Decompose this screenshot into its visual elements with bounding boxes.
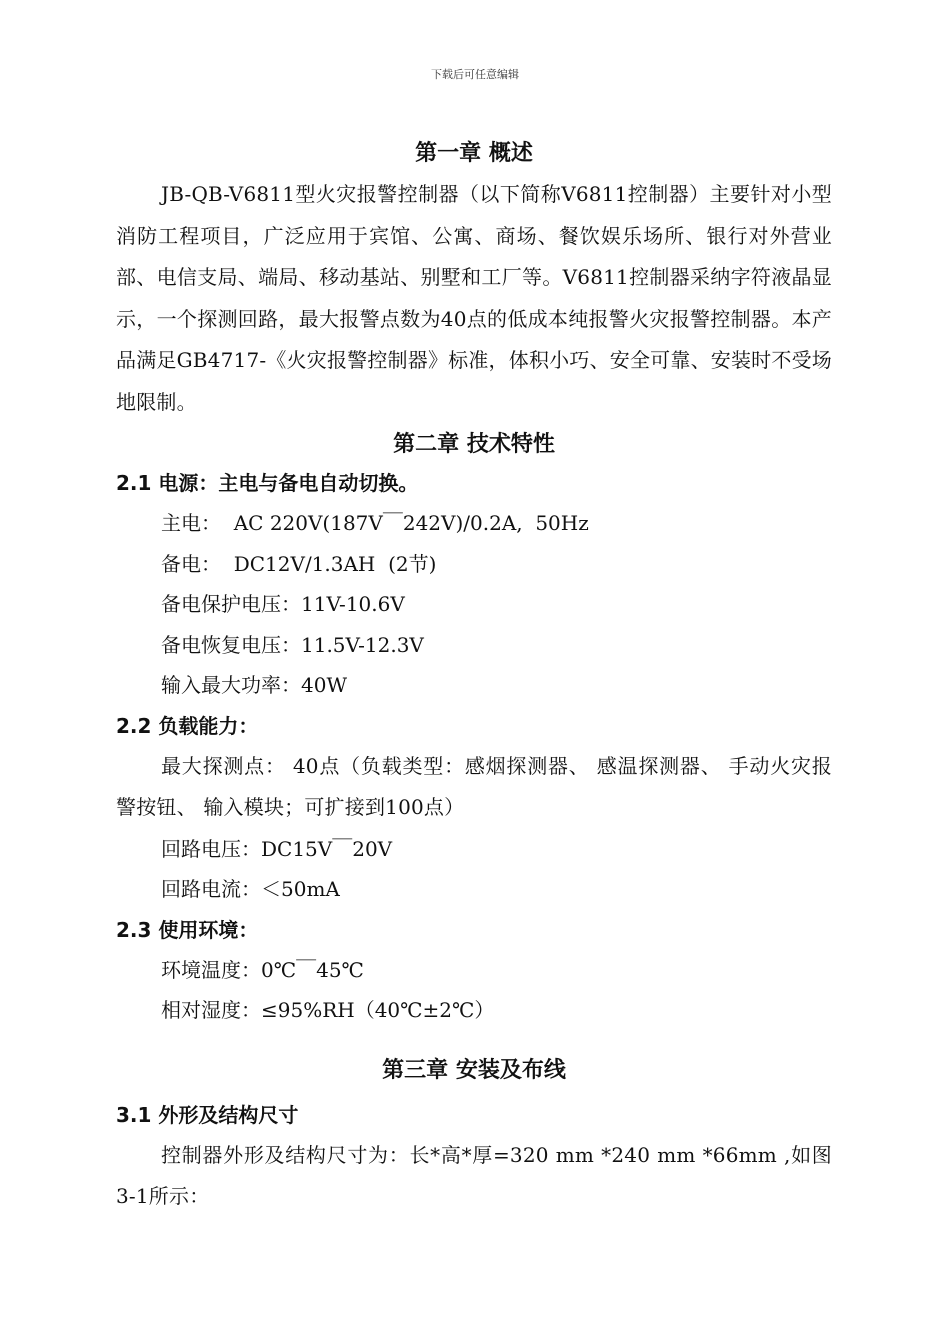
spec-line: 备电： DC12V/1.3AH (2节) [161,551,437,576]
spec-line: 回路电流：＜50mA [161,877,340,901]
document-body [116,136,832,1218]
page-header: 下载后可任意编辑 [431,68,519,81]
spec-line: 备电恢复电压：11.5V-12.3V [161,632,424,657]
section-3-1-paragraph: 控制器外形及结构尺寸为：长*高*厚=320 mm *240 mm *66mm ,如图3-1所示： [116,1142,832,1208]
section-2-3-title: 2.3 使用环境： [116,917,259,942]
chapter-1-title: 第一章 概述 [415,141,533,166]
section-3-1-title: 3.1 外形及结构尺寸 [116,1102,299,1127]
spec-line: 输入最大功率：40W [161,673,348,697]
spec-line: 备电保护电压：11V-10.6V [161,592,405,616]
chapter-1-paragraph: JB-QB-V6811型火灾报警控制器（以下简称V6811控制器）主要针对小型消防工程项目，广泛应用于宾馆、公寓、商场、餐饮娱乐场所、银行对外营业部、电信支局、端局、移动基站、别墅和工厂等。V6811控制器采纳字符液晶显示，一个探测回路，最大报警点数为40点的低成本纯报警火灾报警控制器。本产品满足GB4717-《火灾报警控制器》标准，体积小巧、安全可靠、安装时不受场地限制。 [116,182,832,414]
chapter-3-title: 第三章 安装及布线 [382,1057,566,1083]
chapter-2-title: 第二章 技术特性 [393,432,555,457]
spec-line: 相对湿度：≤95%RH（40℃±2℃） [161,998,495,1022]
spec-line: 主电： AC 220V(187V￣242V)/0.2A, 50Hz [161,511,589,535]
spec-line: 环境温度：0℃￣45℃ [161,957,364,982]
spec-line: 回路电压：DC15V￣20V [161,836,393,861]
section-2-2-paragraph: 最大探测点： 40点（负载类型：感烟探测器、 感温探测器、 手动火灾报警按钮、 输入模块；可扩接到100点） [116,753,832,819]
section-2-1-title: 2.1 电源：主电与备电自动切换。 [116,471,419,495]
section-2-2-title: 2.2 负载能力： [116,713,259,738]
